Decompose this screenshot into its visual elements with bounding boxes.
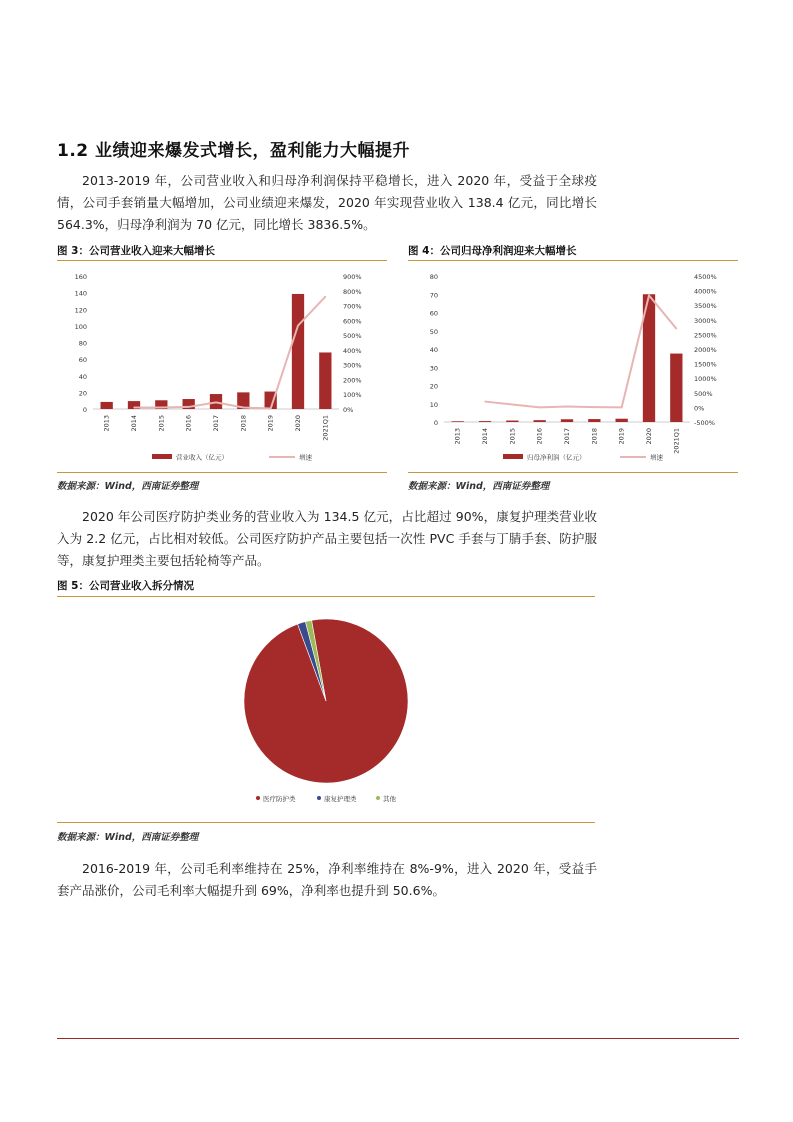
growth-point [297, 325, 299, 327]
y-tick-label: 60 [429, 309, 438, 318]
y2-tick-label: 500% [343, 332, 362, 341]
figure-4-source: 数据来源：Wind，西南证券整理 [408, 481, 550, 492]
y2-tick-label: 700% [343, 302, 362, 311]
y2-tick-label: 800% [343, 287, 362, 296]
y2-tick-label: -500% [694, 419, 715, 427]
y2-tick-label: 0% [343, 406, 354, 414]
growth-point [325, 296, 327, 298]
paragraph-3-text: 2016-2019 年，公司毛利率维持在 25%，净利率维持在 8%-9%，进入 2020 年，受益手套产品涨价，公司毛利率大幅提升到 69%，净利率也提升到 50.6%。 [57, 861, 597, 898]
bar [452, 421, 464, 422]
x-tick-label: 2015 [157, 415, 166, 432]
y-tick-label: 50 [429, 327, 438, 336]
y-tick-label: 60 [78, 356, 87, 365]
legend-swatch [376, 796, 380, 800]
y2-tick-label: 900% [343, 273, 362, 281]
y-tick-label: 140 [74, 289, 87, 298]
bar [101, 402, 113, 409]
bar [319, 352, 331, 409]
x-tick-label: 2021Q1 [321, 415, 330, 441]
bar [292, 294, 304, 409]
x-tick-label: 2013 [102, 415, 111, 432]
x-tick-label: 2017 [212, 415, 220, 432]
x-tick-label: 2021Q1 [672, 428, 681, 454]
y2-tick-label: 100% [343, 391, 362, 400]
growth-point [270, 408, 272, 410]
bar [670, 354, 682, 422]
paragraph-2-text: 2020 年公司医疗防护类业务的营业收入为 134.5 亿元，占比超过 90%，康复护理类营业收入为 2.2 亿元，占比相对较低。公司医疗防护产品主要包括一次性 PVC 手套与丁腈手套、防护服等，康复护理类主要包括轮椅等产品。 [57, 509, 597, 568]
x-tick-label: 2014 [481, 428, 489, 445]
figure-5-title: 图 5：公司营业收入拆分情况 [57, 580, 194, 592]
y2-tick-label: 2000% [694, 346, 717, 354]
y2-tick-label: 500% [694, 389, 713, 398]
y2-tick-label: 4000% [694, 287, 717, 296]
y-tick-label: 80 [78, 339, 87, 348]
y-tick-label: 160 [74, 273, 87, 281]
growth-point [539, 407, 541, 409]
y2-tick-label: 400% [343, 346, 362, 355]
y-tick-label: 40 [78, 372, 87, 381]
legend-label-line: 增速 [299, 453, 312, 462]
figure-5-chart [57, 600, 595, 818]
section-heading: 1.2 业绩迎来爆发式增长，盈利能力大幅提升 [57, 141, 411, 161]
y-tick-label: 0 [433, 419, 438, 427]
legend-swatch-bars [152, 454, 172, 459]
y-tick-label: 100 [74, 322, 87, 331]
legend-label: 其他 [383, 795, 396, 803]
growth-point [215, 402, 217, 404]
x-tick-label: 2018 [239, 415, 248, 432]
legend-swatch [256, 796, 260, 800]
y-tick-label: 70 [429, 291, 438, 300]
paragraph-1-text: 2013-2019 年，公司营业收入和归母净利润保持平稳增长，进入 2020 年，受益于全球疫情，公司手套销量大幅增加，公司业绩迎来爆发，2020 年实现营业收入 138.4 亿元，同比增长 564.3%，归母净利润为 70 亿元，同比增长 3836.5%。 [57, 173, 597, 232]
y2-tick-label: 1500% [694, 360, 717, 369]
legend-label-bars: 营业收入（亿元） [176, 453, 228, 462]
y-tick-label: 0 [82, 406, 87, 414]
figure-5-top-rule [57, 596, 595, 597]
bar [534, 420, 546, 422]
y2-tick-label: 2500% [694, 331, 717, 340]
x-tick-label: 2016 [535, 428, 544, 445]
legend-swatch-bars [503, 454, 523, 459]
paragraph-1 [57, 170, 597, 236]
x-tick-label: 2019 [617, 428, 626, 445]
growth-point [188, 406, 190, 408]
growth-point [621, 407, 623, 409]
growth-point [133, 407, 135, 409]
figure-3-title: 图 3：公司营业收入迎来大幅增长 [57, 245, 215, 257]
figure-4-chart [408, 262, 738, 470]
x-tick-label: 2016 [184, 415, 193, 432]
bar [479, 421, 491, 422]
legend-swatch [317, 796, 321, 800]
x-tick-label: 2019 [266, 415, 275, 432]
x-tick-label: 2014 [130, 415, 138, 432]
figure-4-top-rule [408, 260, 738, 261]
growth-point [484, 401, 486, 403]
x-tick-label: 2015 [508, 428, 517, 445]
figure-5-source: 数据来源：Wind，西南证券整理 [57, 832, 199, 843]
y2-tick-label: 300% [343, 361, 362, 370]
figure-3-chart [57, 262, 387, 470]
x-tick-label: 2020 [645, 428, 653, 445]
growth-point [512, 404, 514, 406]
y2-tick-label: 200% [343, 376, 362, 385]
growth-point [161, 407, 163, 409]
growth-point [648, 295, 650, 297]
y-tick-label: 80 [429, 273, 438, 281]
y2-tick-label: 600% [343, 317, 362, 326]
y2-tick-label: 4500% [694, 273, 717, 281]
y-tick-label: 10 [429, 400, 438, 409]
growth-point [566, 406, 568, 408]
paragraph-2 [57, 506, 597, 572]
y-tick-label: 20 [429, 382, 438, 391]
bar [506, 421, 518, 422]
figure-3-bottom-rule [57, 472, 387, 473]
x-tick-label: 2013 [453, 428, 462, 445]
legend-label-line: 增速 [650, 453, 663, 462]
y2-tick-label: 3500% [694, 302, 717, 311]
growth-point [676, 328, 678, 330]
y-tick-label: 40 [429, 346, 438, 354]
figure-5-bottom-rule [57, 822, 595, 823]
legend-label: 医疗防护类 [263, 795, 296, 803]
figure-3-source: 数据来源：Wind，西南证券整理 [57, 481, 199, 492]
y2-tick-label: 0% [694, 404, 705, 413]
y2-tick-label: 3000% [694, 316, 717, 325]
figure-4-bottom-rule [408, 472, 738, 473]
y-tick-label: 120 [74, 306, 87, 315]
x-tick-label: 2018 [590, 428, 599, 445]
y2-tick-label: 1000% [694, 375, 717, 384]
legend-label: 康复护理类 [324, 795, 357, 803]
figure-3-top-rule [57, 260, 387, 261]
legend-label-bars: 归母净利润（亿元） [527, 453, 586, 462]
bar [588, 419, 600, 422]
growth-point [243, 407, 245, 409]
x-tick-label: 2020 [294, 415, 302, 432]
paragraph-3 [57, 858, 597, 902]
growth-point [594, 406, 596, 408]
x-tick-label: 2017 [563, 428, 571, 445]
bar [616, 419, 628, 422]
figure-4-title: 图 4：公司归母净利润迎来大幅增长 [408, 245, 577, 257]
y-tick-label: 30 [429, 364, 438, 373]
bar [561, 419, 573, 422]
footer-rule [57, 1038, 739, 1039]
y-tick-label: 20 [78, 389, 87, 398]
